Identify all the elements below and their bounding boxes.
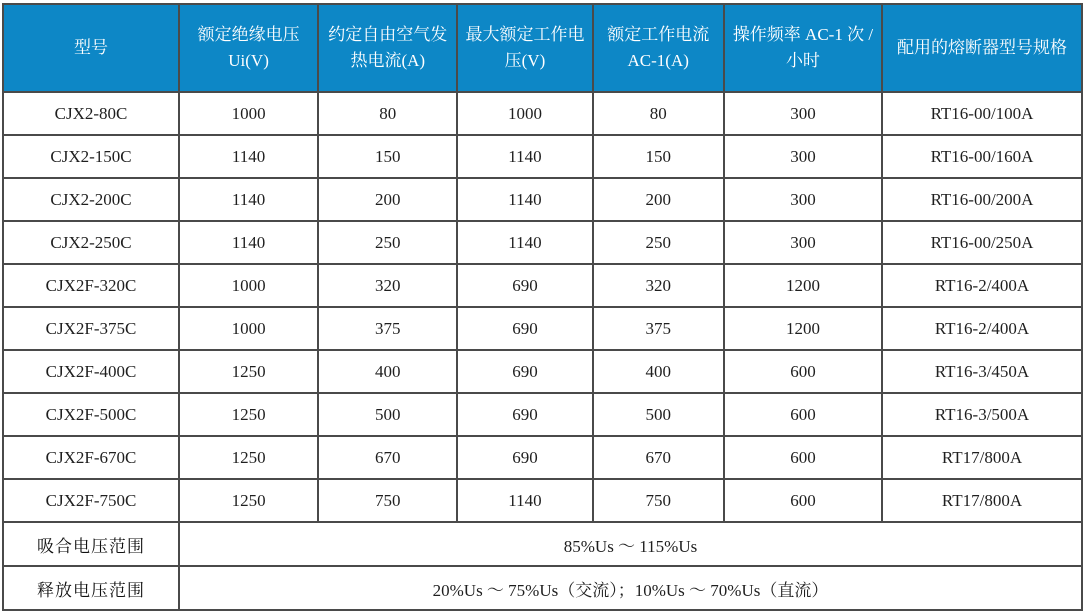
table-cell: RT16-00/250A [882, 221, 1082, 264]
table-row [3, 436, 1082, 479]
table-cell: 1140 [179, 178, 318, 221]
contactor-spec-table [2, 3, 1083, 611]
table-cell: 690 [457, 307, 592, 350]
column-header-operation-frequency: 操作频率 AC-1 次 / 小时 [724, 4, 882, 92]
release-voltage-row [3, 566, 1082, 610]
table-row [3, 135, 1082, 178]
header-row [3, 4, 1082, 92]
table-cell: 1200 [724, 264, 882, 307]
table-cell: 600 [724, 479, 882, 522]
table-cell: 1140 [457, 479, 592, 522]
table-cell: 1140 [179, 135, 318, 178]
table-cell: 690 [457, 264, 592, 307]
table-cell: 1000 [457, 92, 592, 135]
model-cell: CJX2F-400C [3, 350, 179, 393]
table-cell: 80 [318, 92, 457, 135]
model-cell: CJX2F-500C [3, 393, 179, 436]
table-cell: 150 [593, 135, 724, 178]
table-cell: 1000 [179, 307, 318, 350]
column-header-insulation-voltage: 额定绝缘电压 Ui(V) [179, 4, 318, 92]
table-row [3, 264, 1082, 307]
table-cell: 375 [593, 307, 724, 350]
model-cell: CJX2-150C [3, 135, 179, 178]
table-cell: 600 [724, 350, 882, 393]
table-cell: 1250 [179, 436, 318, 479]
table-cell: 670 [593, 436, 724, 479]
model-cell: CJX2F-750C [3, 479, 179, 522]
table-cell: 670 [318, 436, 457, 479]
table-cell: 1140 [457, 135, 592, 178]
pickup-voltage-value: 85%Us ～ 115%Us [179, 522, 1082, 566]
release-voltage-label: 释放电压范围 [3, 566, 179, 610]
table-row [3, 350, 1082, 393]
table-cell: 375 [318, 307, 457, 350]
table-cell: RT16-00/160A [882, 135, 1082, 178]
table-cell: 1000 [179, 92, 318, 135]
table-cell: 750 [593, 479, 724, 522]
table-cell: 1140 [179, 221, 318, 264]
table-cell: 80 [593, 92, 724, 135]
table-cell: 320 [593, 264, 724, 307]
table-cell: 200 [593, 178, 724, 221]
table-cell: 1140 [457, 178, 592, 221]
table-cell: 300 [724, 135, 882, 178]
table-cell: 500 [318, 393, 457, 436]
pickup-voltage-label: 吸合电压范围 [3, 522, 179, 566]
table-cell: 500 [593, 393, 724, 436]
table-cell: RT16-2/400A [882, 307, 1082, 350]
column-header-rated-current: 额定工作电流 AC-1(A) [593, 4, 724, 92]
table-cell: 400 [593, 350, 724, 393]
model-cell: CJX2F-670C [3, 436, 179, 479]
model-cell: CJX2-80C [3, 92, 179, 135]
table-cell: 300 [724, 221, 882, 264]
table-cell: 690 [457, 393, 592, 436]
table-cell: RT17/800A [882, 436, 1082, 479]
pickup-voltage-row [3, 522, 1082, 566]
table-cell: RT16-3/450A [882, 350, 1082, 393]
table-cell: RT16-3/500A [882, 393, 1082, 436]
table-cell: 1200 [724, 307, 882, 350]
table-cell: 690 [457, 436, 592, 479]
table-cell: 320 [318, 264, 457, 307]
model-cell: CJX2F-375C [3, 307, 179, 350]
table-row [3, 178, 1082, 221]
table-cell: 150 [318, 135, 457, 178]
table-cell: 600 [724, 393, 882, 436]
table-cell: 250 [318, 221, 457, 264]
table-row [3, 479, 1082, 522]
table-cell: 600 [724, 436, 882, 479]
table-cell: 400 [318, 350, 457, 393]
table-cell: 690 [457, 350, 592, 393]
model-cell: CJX2-200C [3, 178, 179, 221]
table-row [3, 221, 1082, 264]
release-voltage-value: 20%Us ～ 75%Us（交流）；10%Us ～ 70%Us（直流） [179, 566, 1082, 610]
table-row [3, 307, 1082, 350]
column-header-model: 型号 [3, 4, 179, 92]
model-cell: CJX2-250C [3, 221, 179, 264]
table-cell: 250 [593, 221, 724, 264]
table-cell: 1250 [179, 393, 318, 436]
table-cell: 300 [724, 92, 882, 135]
table-cell: 200 [318, 178, 457, 221]
column-header-max-working-voltage: 最大额定工作电压(V) [457, 4, 592, 92]
table-cell: 1000 [179, 264, 318, 307]
table-row [3, 92, 1082, 135]
model-cell: CJX2F-320C [3, 264, 179, 307]
table-cell: RT17/800A [882, 479, 1082, 522]
table-cell: 1250 [179, 350, 318, 393]
table-cell: 1140 [457, 221, 592, 264]
table-row [3, 393, 1082, 436]
column-header-thermal-current: 约定自由空气发热电流(A) [318, 4, 457, 92]
table-cell: RT16-2/400A [882, 264, 1082, 307]
table-cell: RT16-00/100A [882, 92, 1082, 135]
table-cell: RT16-00/200A [882, 178, 1082, 221]
table-cell: 750 [318, 479, 457, 522]
column-header-fuse-spec: 配用的熔断器型号规格 [882, 4, 1082, 92]
table-cell: 1250 [179, 479, 318, 522]
table-cell: 300 [724, 178, 882, 221]
